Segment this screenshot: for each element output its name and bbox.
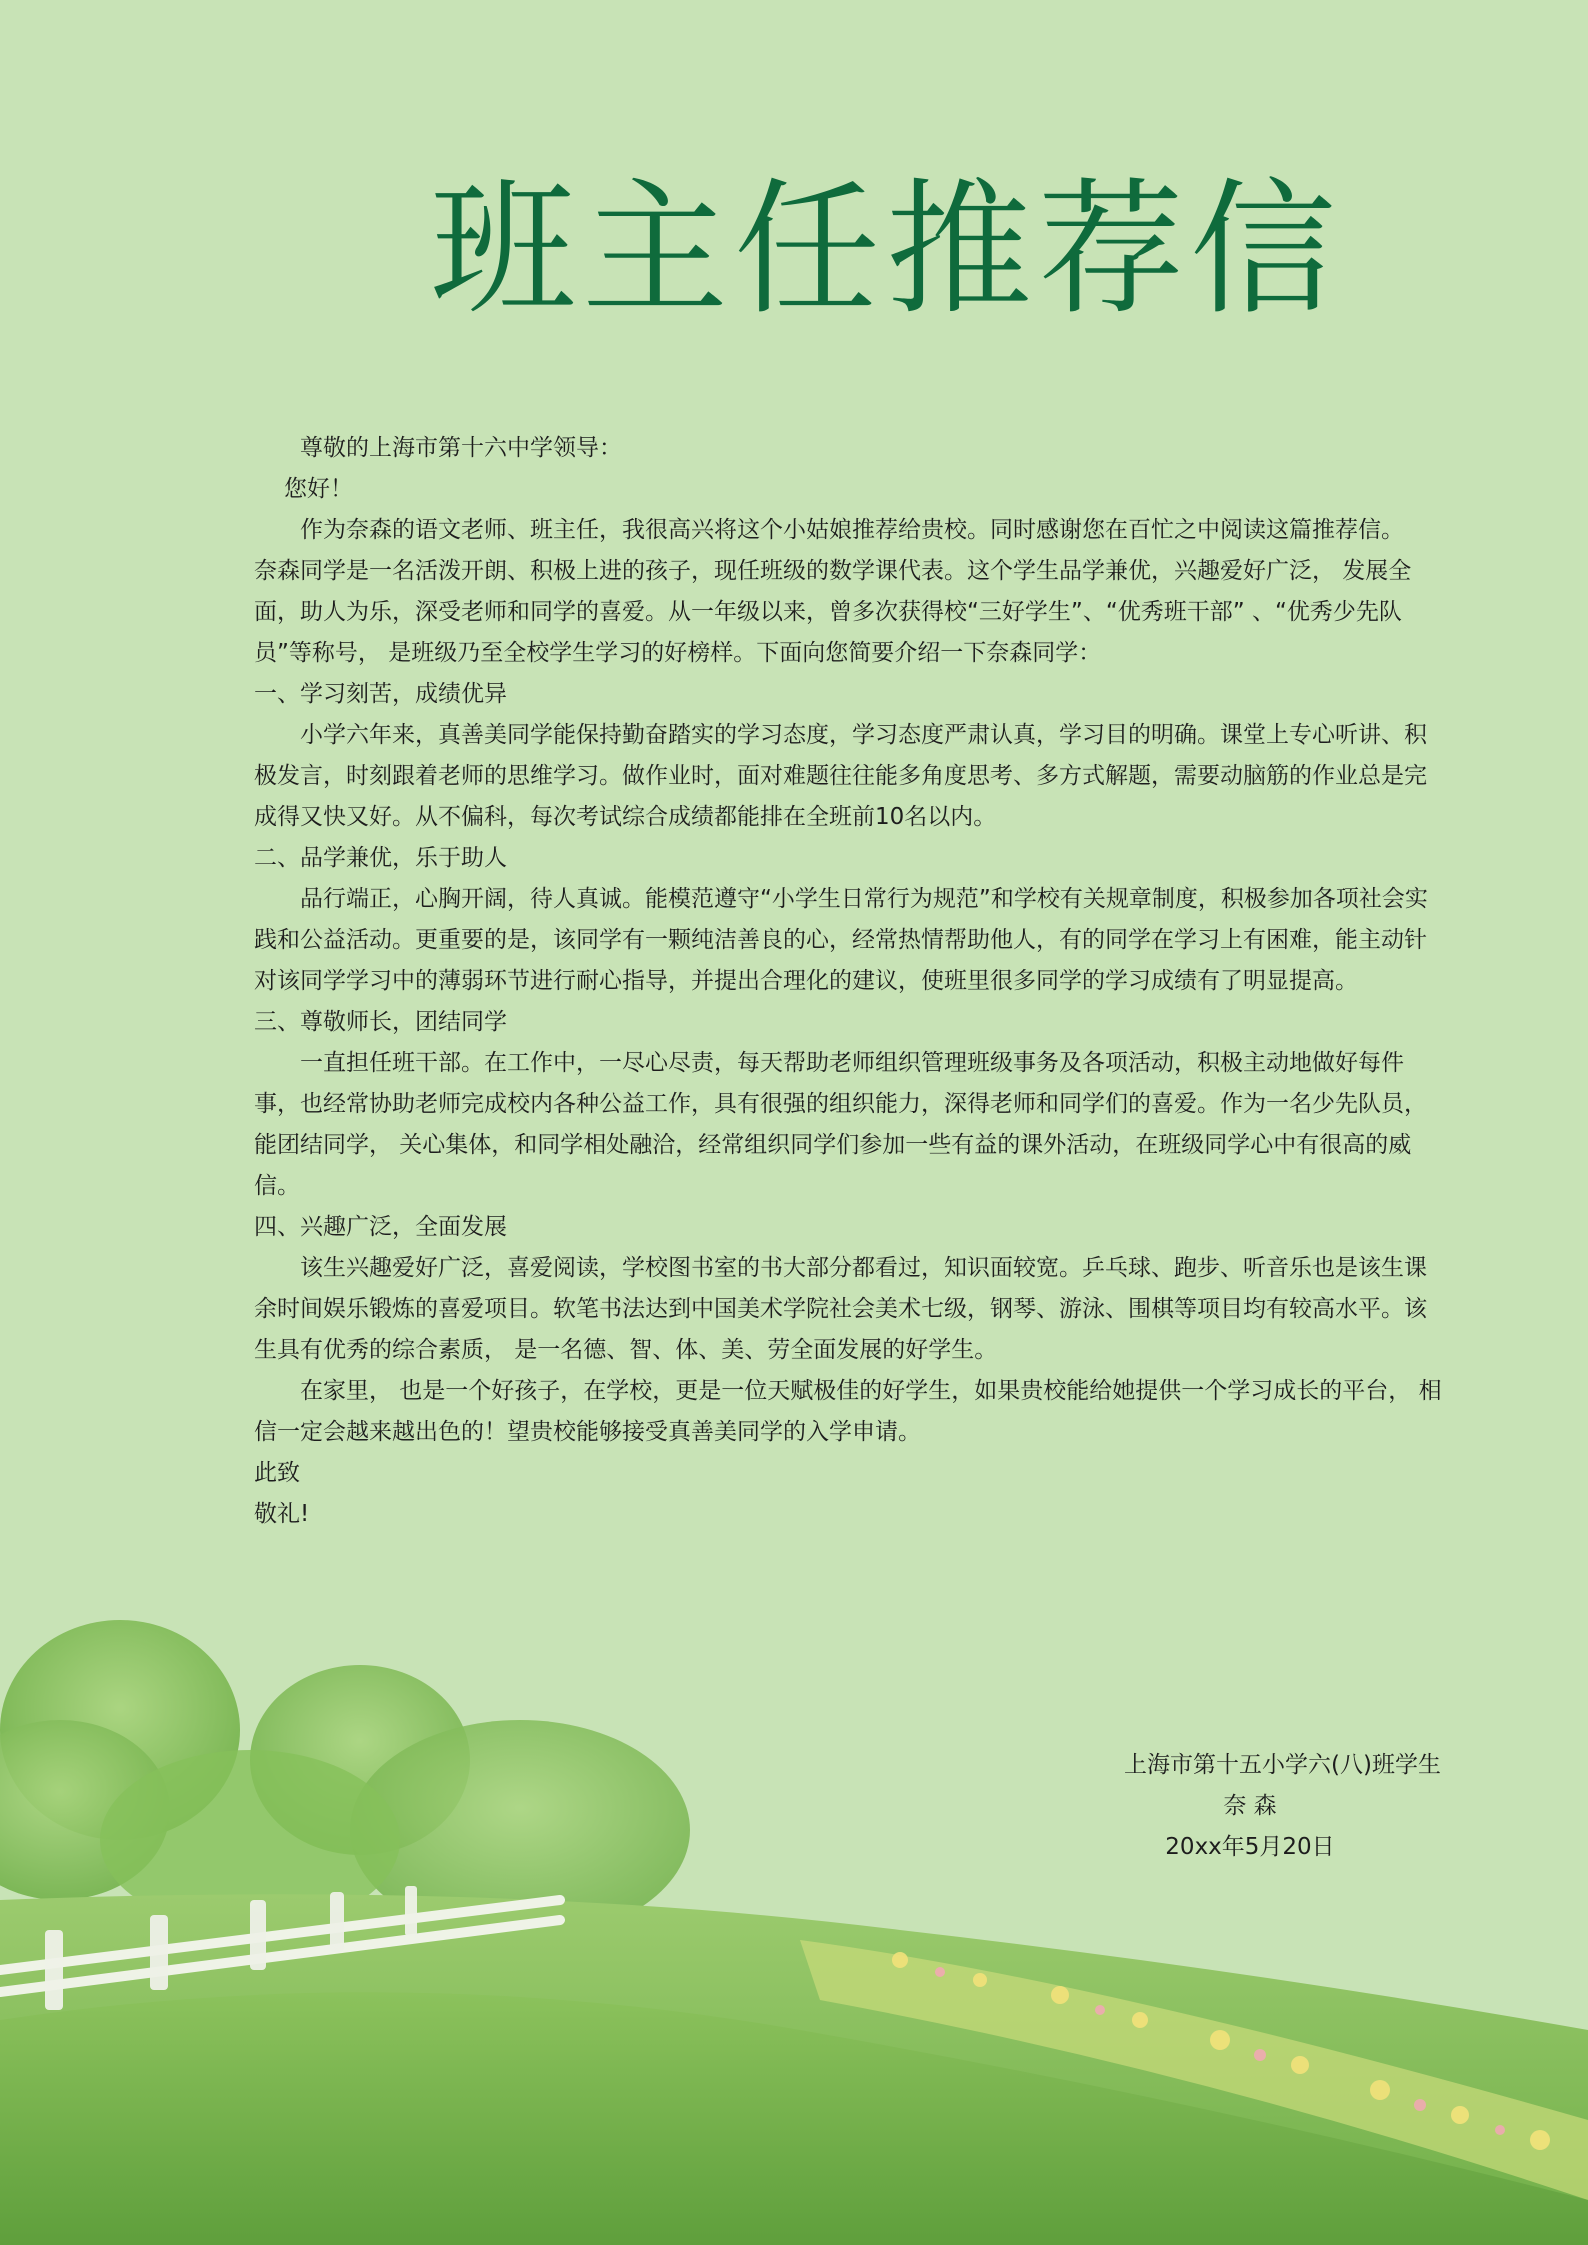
closing-paragraph: 在家里， 也是一个好孩子，在学校，更是一位天赋极佳的好学生，如果贵校能给她提供一个学习成长的平台， 相信一定会越来越出色的！望贵校能够接受真善美同学的入学申请。 bbox=[254, 1378, 1442, 1445]
section-heading: 四、兴趣广泛，全面发展 bbox=[254, 1214, 507, 1240]
signature-name: 奈 森 bbox=[1223, 1793, 1277, 1819]
section-heading: 三、尊敬师长，团结同学 bbox=[254, 1009, 507, 1035]
section-paragraph: 一直担任班干部。在工作中，一尽心尽责，每天帮助老师组织管理班级事务及各项活动，积极主动地做好每件事，也经常协助老师完成校内各种公益工作，具有很强的组织能力，深得老师和同学们的喜爱。作为一名少先队员，能团结同学， 关心集体，和同学相处融洽，经常组织同学们参加一些有益的课外活动，在班级同学心中有很高的威信。 bbox=[254, 1050, 1427, 1199]
section-heading: 二、品学兼优，乐于助人 bbox=[254, 845, 507, 871]
letter-body bbox=[254, 428, 1444, 1535]
meadow-illustration bbox=[0, 1600, 1588, 2245]
salutation: 尊敬的上海市第十六中学领导： bbox=[300, 435, 622, 461]
signature-school: 上海市第十五小学六(八)班学生 bbox=[1124, 1752, 1441, 1778]
section-paragraph: 品行端正，心胸开阔，待人真诚。能模范遵守“小学生日常行为规范”和学校有关规章制度，积极参加各项社会实践和公益活动。更重要的是，该同学有一颗纯洁善良的心，经常热情帮助他人，有的同学在学习上有困难，能主动针对该同学学习中的薄弱环节进行耐心指导，并提出合理化的建议，使班里很多同学的学习成绩有了明显提高。 bbox=[254, 886, 1428, 994]
section-heading: 一、学习刻苦，成绩优异 bbox=[254, 681, 507, 707]
closing-line-2: 敬礼! bbox=[254, 1501, 310, 1527]
signature-block bbox=[1050, 1745, 1450, 1868]
section-paragraph: 小学六年来，真善美同学能保持勤奋踏实的学习态度，学习态度严肃认真，学习目的明确。课堂上专心听讲、积极发言，时刻跟着老师的思维学习。做作业时，面对难题往往能多角度思考、多方式解题，需要动脑筋的作业总是完成得又快又好。从不偏科，每次考试综合成绩都能排在全班前10名以内。 bbox=[254, 722, 1427, 830]
section-paragraph: 该生兴趣爱好广泛，喜爱阅读，学校图书室的书大部分都看过，知识面较宽。乒乓球、跑步、听音乐也是该生课余时间娱乐锻炼的喜爱项目。软笔书法达到中国美术学院社会美术七级，钢琴、游泳、围棋等项目均有较高水平。该生具有优秀的综合素质， 是一名德、智、体、美、劳全面发展的好学生。 bbox=[254, 1255, 1427, 1363]
intro-paragraph: 作为奈森的语文老师、班主任，我很高兴将这个小姑娘推荐给贵校。同时感谢您在百忙之中阅读这篇推荐信。 bbox=[300, 517, 1404, 543]
signature-date: 20xx年5月20日 bbox=[1165, 1834, 1335, 1860]
letter-title: 班主任推荐信 bbox=[430, 165, 1342, 335]
closing-line-1: 此致 bbox=[254, 1460, 300, 1486]
greeting: 您好！ bbox=[284, 476, 353, 502]
overview-paragraph: 奈森同学是一名活泼开朗、积极上进的孩子，现任班级的数学课代表。这个学生品学兼优，兴趣爱好广泛， 发展全面，助人为乐，深受老师和同学的喜爱。从一年级以来，曾多次获得校“三好学生”、“优秀班干部” 、“优秀少先队员”等称号， 是班级乃至全校学生学习的好榜样。下面向您简要介绍一下奈森同学： bbox=[254, 558, 1412, 666]
